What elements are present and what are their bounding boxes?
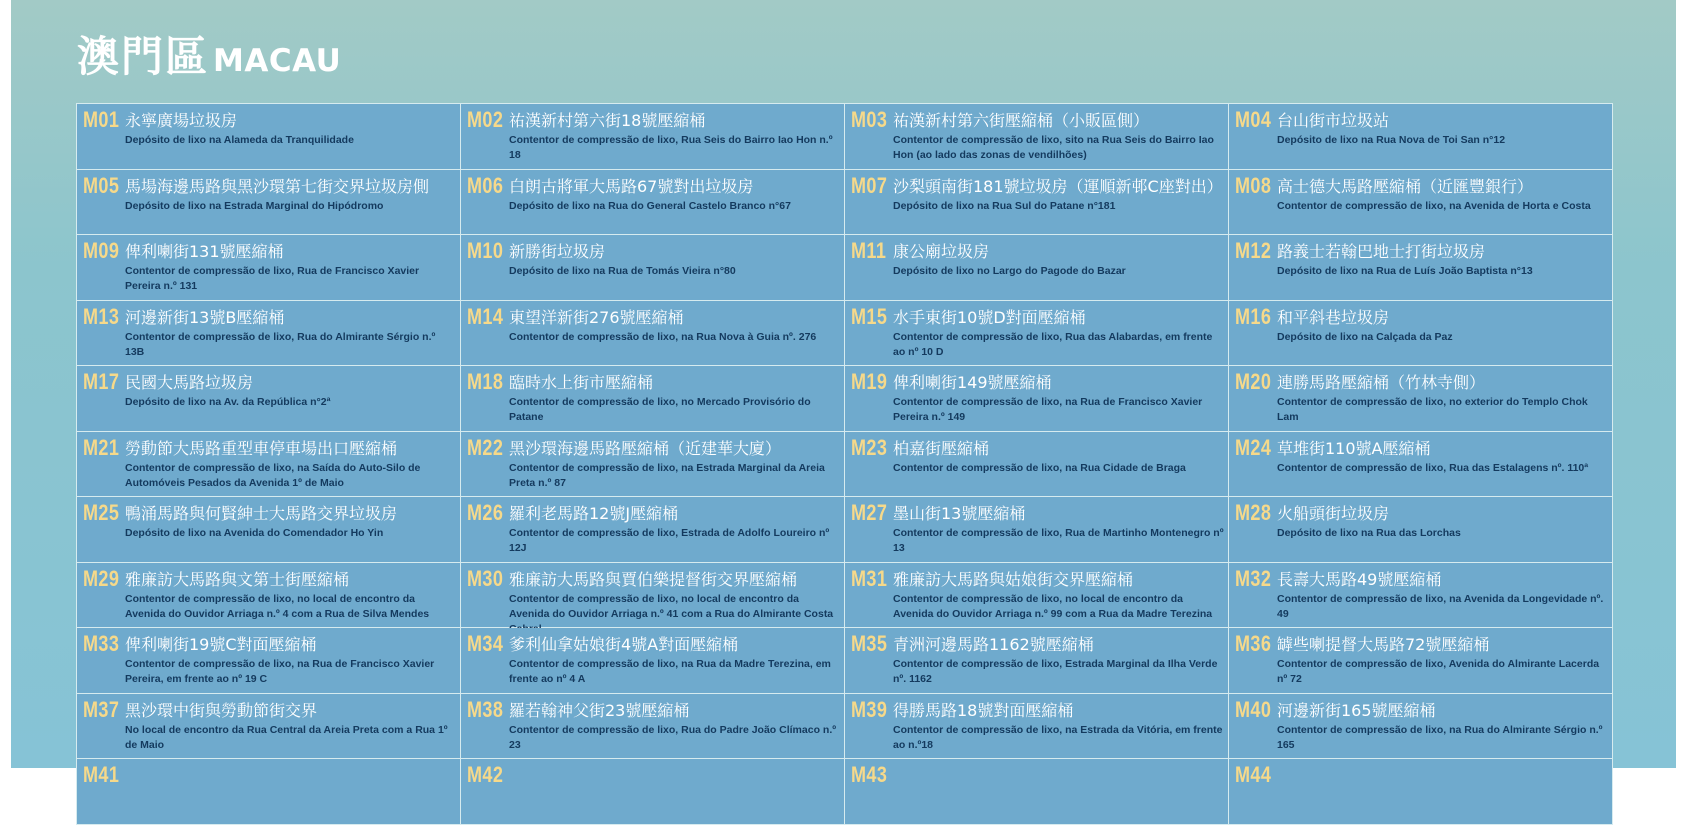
location-cell-m30 bbox=[461, 563, 845, 629]
location-cell-m44 bbox=[1229, 759, 1613, 825]
location-name-chinese: 沙梨頭南街181號垃圾房（運順新邨C座對出） bbox=[893, 176, 1223, 196]
location-name-chinese: 河邊新街165號壓縮桶 bbox=[1277, 700, 1436, 720]
location-code: M21 bbox=[83, 434, 120, 460]
location-cell-m20 bbox=[1229, 366, 1613, 432]
location-name-portuguese: Contentor de compressão de lixo, no local de encontro da Avenida do Ouvidor Arriaga n.º 41 com a Rua do Almirante Costa bbox=[509, 592, 834, 620]
location-code: M18 bbox=[467, 369, 504, 394]
location-name-chinese: 民國大馬路垃圾房 bbox=[125, 373, 254, 392]
location-name-portuguese: Contentor de compressão de lixo, na Estrada Marginal da Areia Preta n.º 87 bbox=[509, 461, 825, 489]
location-name-portuguese: Depósito de lixo na Avenida do Comendador Ho Yin bbox=[125, 527, 384, 539]
location-cell-m06 bbox=[461, 170, 845, 236]
location-cell-m29 bbox=[77, 563, 461, 629]
location-cell-m22 bbox=[461, 432, 845, 498]
location-name-chinese: 東望洋新街276號壓縮桶 bbox=[509, 307, 684, 327]
location-name-portuguese: Contentor de compressão de lixo, Estrada de Adolfo Loureiro nº 12J bbox=[509, 527, 830, 554]
location-name-portuguese: Contentor de compressão de lixo, na Rua de Francisco Xavier Pereira, em frente ao nº 19 C bbox=[125, 658, 435, 685]
location-cell-m23 bbox=[845, 432, 1229, 498]
location-name-chinese: 馬場海邊馬路與黑沙環第七街交界垃圾房側 bbox=[125, 176, 430, 196]
location-name-chinese: 永寧廣場垃圾房 bbox=[125, 111, 238, 130]
location-name-chinese: 墨山街13號壓縮桶 bbox=[893, 504, 1026, 523]
location-cell-m18 bbox=[461, 366, 845, 432]
location-name-chinese: 連勝馬路壓縮桶（竹林寺側） bbox=[1277, 373, 1486, 392]
location-name-portuguese: Contentor de compressão de lixo, na Rua Cidade de Braga bbox=[893, 461, 1186, 474]
location-name-portuguese: Contentor de compressão de lixo, Rua Seis do Bairro Iao Hon n.º 18 bbox=[509, 134, 833, 161]
title-english: MACAU bbox=[213, 43, 342, 79]
location-name-chinese: 和平斜巷垃圾房 bbox=[1277, 307, 1390, 327]
location-cell-m33 bbox=[77, 628, 461, 694]
location-code: M20 bbox=[1235, 369, 1272, 394]
location-name-portuguese: Depósito de lixo na Calçada da Paz bbox=[1277, 330, 1453, 343]
location-cell-m08 bbox=[1229, 170, 1613, 236]
location-code: M10 bbox=[467, 238, 504, 263]
location-name-chinese: 康公廟垃圾房 bbox=[893, 242, 990, 261]
location-cell-m07 bbox=[845, 170, 1229, 236]
location-cell-m24 bbox=[1229, 432, 1613, 498]
location-name-portuguese: Depósito de lixo na Rua do General Castelo Branco n°67 bbox=[509, 199, 791, 212]
location-name-portuguese: Depósito de lixo na Rua Sul do Patane n°181 bbox=[893, 199, 1116, 212]
location-cell-m16 bbox=[1229, 301, 1613, 367]
location-cell-m25 bbox=[77, 497, 461, 563]
location-code: M44 bbox=[1235, 762, 1272, 787]
location-name-portuguese: Contentor de compressão de lixo, sito na Rua Seis do Bairro Iao Hon (ao lado das zonas de vendilhões) bbox=[893, 134, 1214, 161]
location-cell-m14 bbox=[461, 301, 845, 367]
location-name-chinese: 台山街市垃圾站 bbox=[1277, 111, 1390, 130]
location-name-portuguese: Contentor de compressão de lixo, no local de encontro da Avenida do Ouvidor Arriaga n.º 99 com a Rua da Madre Terezina bbox=[893, 592, 1213, 620]
location-name-chinese: 雅廉訪大馬路與文第士街壓縮桶 bbox=[125, 569, 350, 589]
location-code: M01 bbox=[83, 107, 120, 132]
location-name-chinese: 路義士若翰巴地士打街垃圾房 bbox=[1277, 242, 1486, 261]
location-name-chinese: 黑沙環中街與勞動節街交界 bbox=[125, 700, 318, 720]
location-code: M11 bbox=[851, 238, 887, 263]
location-code: M06 bbox=[467, 172, 504, 198]
location-cell-m11 bbox=[845, 235, 1229, 301]
location-code: M02 bbox=[467, 107, 504, 132]
location-name-portuguese: Contentor de compressão de lixo, na Avenida da Longevidade nº. 49 bbox=[1277, 592, 1604, 620]
location-name-portuguese: Depósito de lixo na Rua Nova de Toi San n°12 bbox=[1277, 134, 1506, 146]
title-chinese: 澳門區 bbox=[77, 32, 210, 81]
location-name-chinese: 草堆街110號A壓縮桶 bbox=[1277, 438, 1431, 458]
location-name-portuguese: Depósito de lixo no Largo do Pagode do Bazar bbox=[893, 265, 1126, 277]
location-name-chinese: 雅廉訪大馬路與賈伯樂提督街交界壓縮桶 bbox=[509, 569, 798, 589]
location-cell-m32 bbox=[1229, 563, 1613, 629]
location-name-chinese: 得勝馬路18號對面壓縮桶 bbox=[893, 700, 1074, 720]
location-name-portuguese: Depósito de lixo na Rua das Lorchas bbox=[1277, 527, 1461, 539]
location-name-portuguese: Contentor de compressão de lixo, no Mercado Provisório do Patane bbox=[509, 396, 811, 423]
location-code: M19 bbox=[851, 369, 888, 394]
location-cell-m43 bbox=[845, 759, 1229, 825]
location-name-portuguese: Contentor de compressão de lixo, na Saída do Auto-Silo de Automóveis Pesados da Avenida 1º de Maio bbox=[125, 461, 421, 489]
location-name-portuguese: Depósito de lixo na Alameda da Tranquilidade bbox=[125, 134, 354, 146]
page-title bbox=[77, 32, 342, 81]
location-code: M23 bbox=[851, 434, 888, 460]
location-cell-m01 bbox=[77, 104, 461, 170]
location-cell-m12 bbox=[1229, 235, 1613, 301]
location-name-portuguese: Contentor de compressão de lixo, Rua das Alabardas, em frente ao nº 10 D bbox=[893, 330, 1213, 358]
location-name-portuguese: Contentor de compressão de lixo, Estrada Marginal da Ilha Verde nº. 1162 bbox=[893, 658, 1218, 685]
location-name-chinese: 長壽大馬路49號壓縮桶 bbox=[1277, 569, 1442, 589]
location-cell-m38 bbox=[461, 694, 845, 760]
location-name-chinese: 爹利仙拿姑娘街4號A對面壓縮桶 bbox=[509, 635, 739, 654]
location-cell-m31 bbox=[845, 563, 1229, 629]
poster-page bbox=[11, 0, 1676, 787]
location-code: M36 bbox=[1235, 631, 1272, 656]
location-name-portuguese: Depósito de lixo na Rua de Luís João Baptista n°13 bbox=[1277, 265, 1533, 277]
location-cell-m13 bbox=[77, 301, 461, 367]
location-code: M22 bbox=[467, 434, 504, 460]
location-name-portuguese: Contentor de compressão de lixo, no local de encontro da Avenida do Ouvidor Arriaga n.º 4 com a Rua de Silva Mendes bbox=[125, 592, 430, 620]
location-cell-m42 bbox=[461, 759, 845, 825]
location-code: M13 bbox=[83, 303, 120, 329]
location-name-chinese: 雅廉訪大馬路與姑娘街交界壓縮桶 bbox=[893, 569, 1134, 589]
location-code: M41 bbox=[83, 762, 120, 787]
location-name-chinese: 鴨涌馬路與何賢紳士大馬路交界垃圾房 bbox=[125, 504, 398, 523]
location-name-chinese: 羅若翰神父街23號壓縮桶 bbox=[509, 700, 690, 720]
location-code: M17 bbox=[83, 369, 120, 394]
location-code: M26 bbox=[467, 500, 504, 525]
location-cell-m35 bbox=[845, 628, 1229, 694]
location-name-portuguese: Contentor de compressão de lixo, na Avenida de Horta e Costa bbox=[1277, 199, 1591, 212]
location-code: M14 bbox=[467, 303, 504, 329]
location-code: M38 bbox=[467, 696, 504, 722]
location-cell-m41 bbox=[77, 759, 461, 825]
location-code: M09 bbox=[83, 238, 120, 263]
location-name-chinese: 俾利喇街149號壓縮桶 bbox=[893, 373, 1052, 392]
location-cell-m03 bbox=[845, 104, 1229, 170]
location-name-chinese: 俾利喇街19號C對面壓縮桶 bbox=[125, 635, 317, 654]
location-name-chinese: 臨時水上街市壓縮桶 bbox=[509, 373, 654, 392]
location-code: M37 bbox=[83, 696, 120, 722]
location-name-portuguese: Contentor de compressão de lixo, na Rua do Almirante Sérgio n.º 165 bbox=[1277, 723, 1603, 751]
location-cell-m02 bbox=[461, 104, 845, 170]
location-cell-m39 bbox=[845, 694, 1229, 760]
location-name-chinese: 罅些喇提督大馬路72號壓縮桶 bbox=[1277, 635, 1490, 654]
location-code: M16 bbox=[1235, 303, 1272, 329]
location-code: M34 bbox=[467, 631, 504, 656]
location-cell-m09 bbox=[77, 235, 461, 301]
location-name-chinese: 祐漢新村第六街壓縮桶（小販區側） bbox=[893, 111, 1150, 130]
location-grid bbox=[76, 103, 1613, 825]
location-cell-m04 bbox=[1229, 104, 1613, 170]
location-name-chinese: 白朗古將軍大馬路67號對出垃圾房 bbox=[509, 176, 754, 196]
location-code: M42 bbox=[467, 762, 504, 787]
location-cell-m15 bbox=[845, 301, 1229, 367]
location-name-chinese: 水手東街10號D對面壓縮桶 bbox=[893, 307, 1086, 327]
location-code: M33 bbox=[83, 631, 120, 656]
location-cell-m34 bbox=[461, 628, 845, 694]
location-code: M28 bbox=[1235, 500, 1272, 525]
location-code: M05 bbox=[83, 172, 120, 198]
location-code: M30 bbox=[467, 565, 504, 591]
location-name-portuguese: Depósito de lixo na Rua de Tomás Vieira n°80 bbox=[509, 265, 736, 277]
location-name-chinese: 俾利喇街131號壓縮桶 bbox=[125, 242, 284, 261]
location-code: M29 bbox=[83, 565, 120, 591]
location-cell-m28 bbox=[1229, 497, 1613, 563]
location-name-chinese: 新勝街垃圾房 bbox=[509, 242, 606, 261]
location-code: M07 bbox=[851, 172, 888, 198]
location-cell-m10 bbox=[461, 235, 845, 301]
location-code: M27 bbox=[851, 500, 888, 525]
location-name-portuguese: No local de encontro da Rua Central da Areia Preta com a Rua 1º de Maio bbox=[125, 723, 448, 751]
location-name-portuguese: Depósito de lixo na Estrada Marginal do Hipódromo bbox=[125, 199, 384, 212]
location-name-portuguese: Contentor de compressão de lixo, na Rua de Francisco Xavier Pereira n.º 149 bbox=[893, 396, 1203, 423]
location-name-portuguese: Contentor de compressão de lixo, Rua de Martinho Montenegro nº 13 bbox=[893, 527, 1224, 554]
location-name-portuguese: Contentor de compressão de lixo, Rua do Padre João Clímaco n.º 23 bbox=[509, 723, 837, 751]
location-code: M25 bbox=[83, 500, 120, 525]
location-cell-m05 bbox=[77, 170, 461, 236]
location-code: M35 bbox=[851, 631, 888, 656]
location-code: M32 bbox=[1235, 565, 1272, 591]
location-code: M03 bbox=[851, 107, 888, 132]
location-name-portuguese: Contentor de compressão de lixo, na Rua Nova à Guia nº. 276 bbox=[509, 330, 817, 343]
location-name-chinese: 柏嘉街壓縮桶 bbox=[893, 438, 990, 458]
location-code: M43 bbox=[851, 762, 888, 787]
location-name-chinese: 高士德大馬路壓縮桶（近匯豐銀行） bbox=[1277, 176, 1534, 196]
location-name-chinese: 河邊新街13號B壓縮桶 bbox=[125, 307, 285, 327]
location-cell-m21 bbox=[77, 432, 461, 498]
location-name-chinese: 黑沙環海邊馬路壓縮桶（近建華大廈） bbox=[509, 438, 782, 458]
location-cell-m27 bbox=[845, 497, 1229, 563]
location-code: M40 bbox=[1235, 696, 1272, 722]
location-code: M04 bbox=[1235, 107, 1272, 132]
location-name-chinese: 青洲河邊馬路1162號壓縮桶 bbox=[893, 635, 1094, 654]
location-cell-m37 bbox=[77, 694, 461, 760]
location-name-portuguese: Contentor de compressão de lixo, Rua de Francisco Xavier Pereira n.º 131 bbox=[125, 265, 420, 292]
location-code: M39 bbox=[851, 696, 888, 722]
location-cell-m19 bbox=[845, 366, 1229, 432]
location-name-portuguese: Contentor de compressão de lixo, no exterior do Templo Chok Lam bbox=[1277, 396, 1588, 423]
location-name-portuguese: Depósito de lixo na Av. da República n°2ª bbox=[125, 396, 331, 408]
location-name-portuguese: Contentor de compressão de lixo, Rua do Almirante Sérgio n.º 13B bbox=[125, 330, 436, 358]
location-cell-m17 bbox=[77, 366, 461, 432]
location-code: M12 bbox=[1235, 238, 1272, 263]
location-cell-m26 bbox=[461, 497, 845, 563]
location-name-portuguese: Contentor de compressão de lixo, na Estrada da Vitória, em frente ao n.º18 bbox=[893, 723, 1223, 751]
location-name-chinese: 祐漢新村第六街18號壓縮桶 bbox=[509, 111, 706, 130]
location-code: M15 bbox=[851, 303, 888, 329]
location-cell-m40 bbox=[1229, 694, 1613, 760]
location-name-portuguese: Contentor de compressão de lixo, na Rua da Madre Terezina, em frente ao nº 4 A bbox=[509, 658, 831, 685]
location-code: M08 bbox=[1235, 172, 1272, 198]
location-code: M24 bbox=[1235, 434, 1272, 460]
location-code: M31 bbox=[851, 565, 888, 591]
location-name-chinese: 羅利老馬路12號J壓縮桶 bbox=[509, 504, 679, 523]
location-name-chinese: 勞動節大馬路重型車停車場出口壓縮桶 bbox=[125, 438, 398, 458]
location-name-portuguese: Contentor de compressão de lixo, Avenida do Almirante Lacerda nº 72 bbox=[1277, 658, 1600, 685]
location-name-chinese: 火船頭街垃圾房 bbox=[1277, 504, 1390, 523]
location-cell-m36 bbox=[1229, 628, 1613, 694]
location-name-portuguese: Contentor de compressão de lixo, Rua das Estalagens nº. 110ª bbox=[1277, 461, 1589, 474]
